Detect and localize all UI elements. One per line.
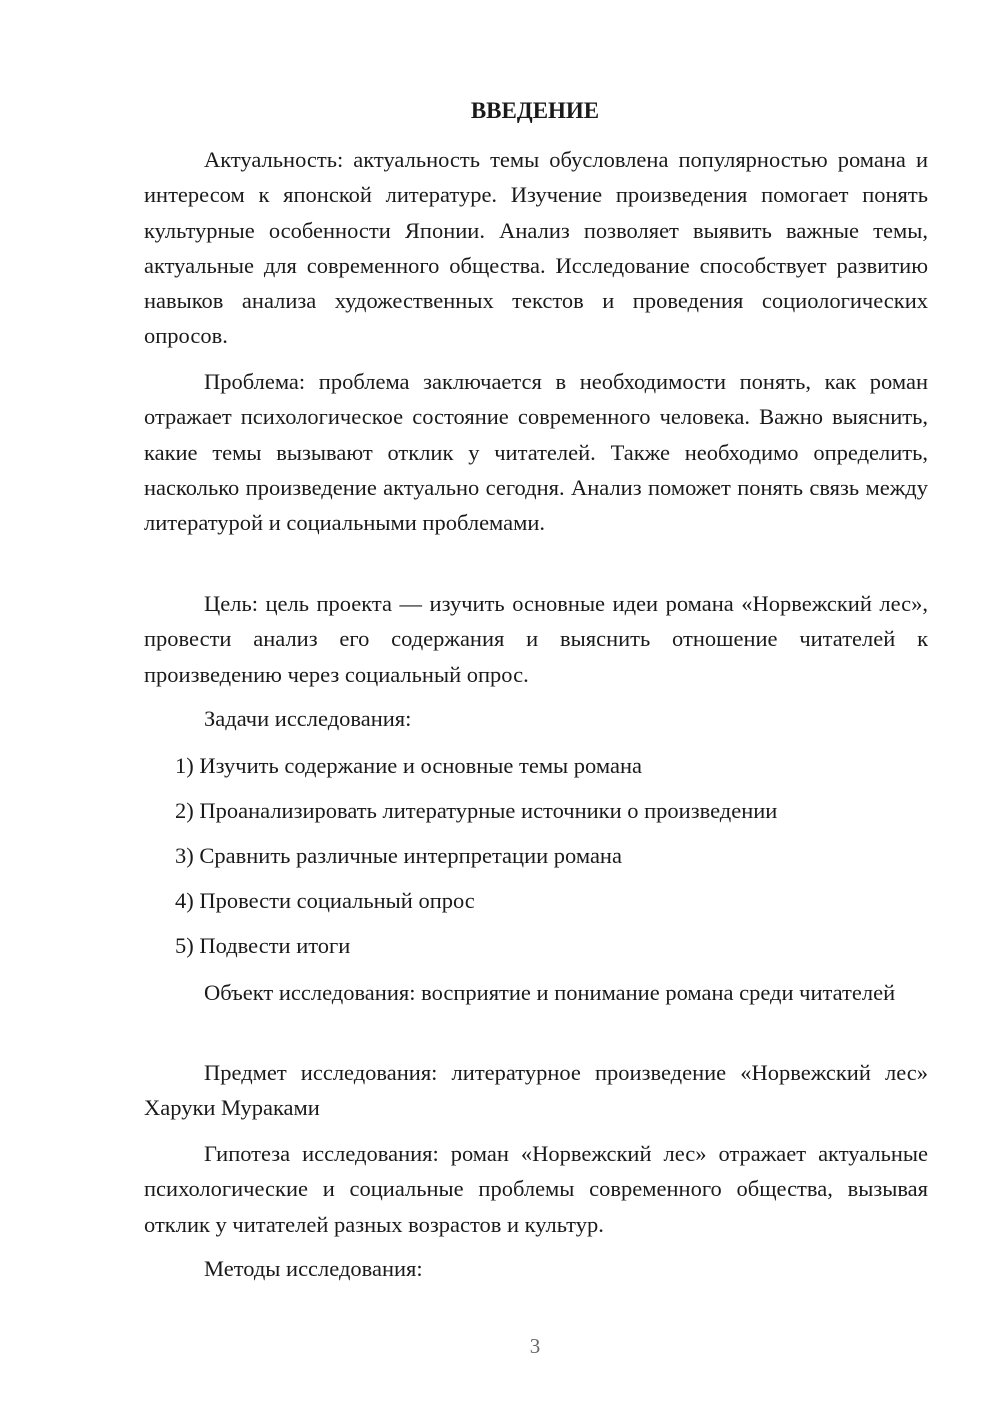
- goal-paragraph: Цель: цель проекта — изучить основные идеи романа «Норвежский лес», провести анализ его содержания и выяснить отношение читателей к произведению через социальный опрос.: [144, 591, 928, 687]
- list-item: 5) Подвести итоги: [175, 933, 351, 958]
- page-number: 3: [529, 1334, 541, 1358]
- problem-paragraph: Проблема: проблема заключается в необходимости понять, как роман отражает психологическое состояние современного человека. Важно выяснить, какие темы вызывают отклик у читателей. Также необходимо определить, насколько произведение актуально сегодня. Анализ поможет понять связь между литературой и социальными проблемами.: [144, 369, 928, 536]
- list-item: 3) Сравнить различные интерпретации романа: [175, 843, 622, 868]
- object-paragraph: Объект исследования: восприятие и понимание романа среди читателей: [204, 980, 896, 1005]
- list-item: 2) Проанализировать литературные источники о произведении: [175, 798, 778, 823]
- tasks-heading: Задачи исследования:: [204, 706, 412, 731]
- subject-paragraph: Предмет исследования: литературное произведение «Норвежский лес» Харуки Мураками: [144, 1060, 928, 1121]
- list-item: 4) Провести социальный опрос: [175, 888, 475, 913]
- hypothesis-paragraph: Гипотеза исследования: роман «Норвежский лес» отражает актуальные психологические и социальные проблемы современного общества, вызывая отклик у читателей разных возрастов и культур.: [144, 1141, 928, 1237]
- section-heading: ВВЕДЕНИЕ: [470, 98, 600, 123]
- methods-heading: Методы исследования:: [204, 1256, 423, 1281]
- relevance-paragraph: Актуальность: актуальность темы обусловлена популярностью романа и интересом к японской литературе. Изучение произведения помогает понять культурные особенности Японии. Анализ позволяет выявить важные темы, актуальные для современного общества. Исследование способствует развитию навыков анализа художественных текстов и проведения социологических опросов.: [144, 147, 928, 349]
- list-item: 1) Изучить содержание и основные темы романа: [175, 753, 642, 778]
